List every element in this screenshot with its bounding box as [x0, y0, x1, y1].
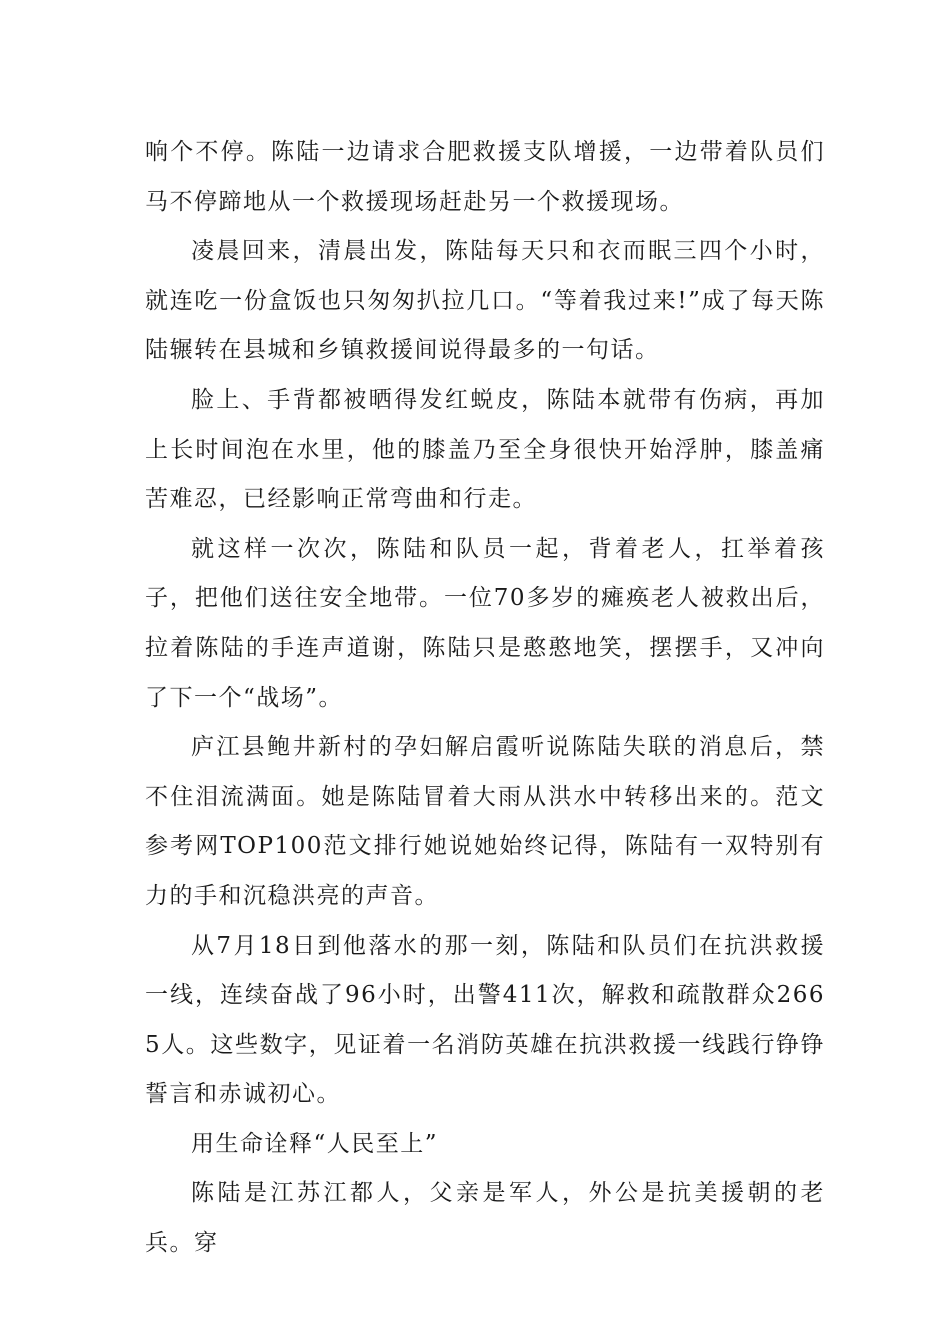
section-heading: 用生命诠释“人民至上”: [191, 1130, 439, 1157]
paragraph-2: 凌晨回来，清晨出发，陈陆每天只和衣而眠三四个小时，就连吃一份盒饭也只匆匆扒拉几口。“等着我过来!”成了每天陈陆辗转在县城和乡镇救援间说得最多的一句话。: [145, 238, 825, 364]
paragraph-6: 从7月18日到他落水的那一刻，陈陆和队员们在抗洪救援一线，连续奋战了96小时，出警411次，解救和疏散群众2665人。这些数字，见证着一名消防英雄在抗洪救援一线践行铮铮誓言和赤诚初心。: [145, 932, 825, 1108]
paragraph-1: 响个不停。陈陆一边请求合肥救援支队增援，一边带着队员们马不停蹄地从一个救援现场赶赴另一个救援现场。: [145, 139, 825, 215]
paragraph-5: 庐江县鲍井新村的孕妇解启霞听说陈陆失联的消息后，禁不住泪流满面。她是陈陆冒着大雨从洪水中转移出来的。范文参考网TOP100范文排行她说她始终记得，陈陆有一双特别有力的手和沉稳洪亮的声音。: [145, 734, 825, 909]
paragraph-7: 陈陆是江苏江都人，父亲是军人，外公是抗美援朝的老兵。穿: [145, 1180, 825, 1257]
paragraph-3: 脸上、手背都被晒得发红蜕皮，陈陆本就带有伤病，再加上长时间泡在水里，他的膝盖乃至全身很快开始浮肿，膝盖痛苦难忍，已经影响正常弯曲和行走。: [145, 386, 825, 513]
document-body: [145, 128, 825, 1269]
paragraph-4: 就这样一次次，陈陆和队员一起，背着老人，扛举着孩子，把他们送往安全地带。一位70多岁的瘫痪老人被救出后，拉着陈陆的手连声道谢，陈陆只是憨憨地笑，摆摆手，又冲向了下一个“战场”。: [145, 535, 825, 711]
